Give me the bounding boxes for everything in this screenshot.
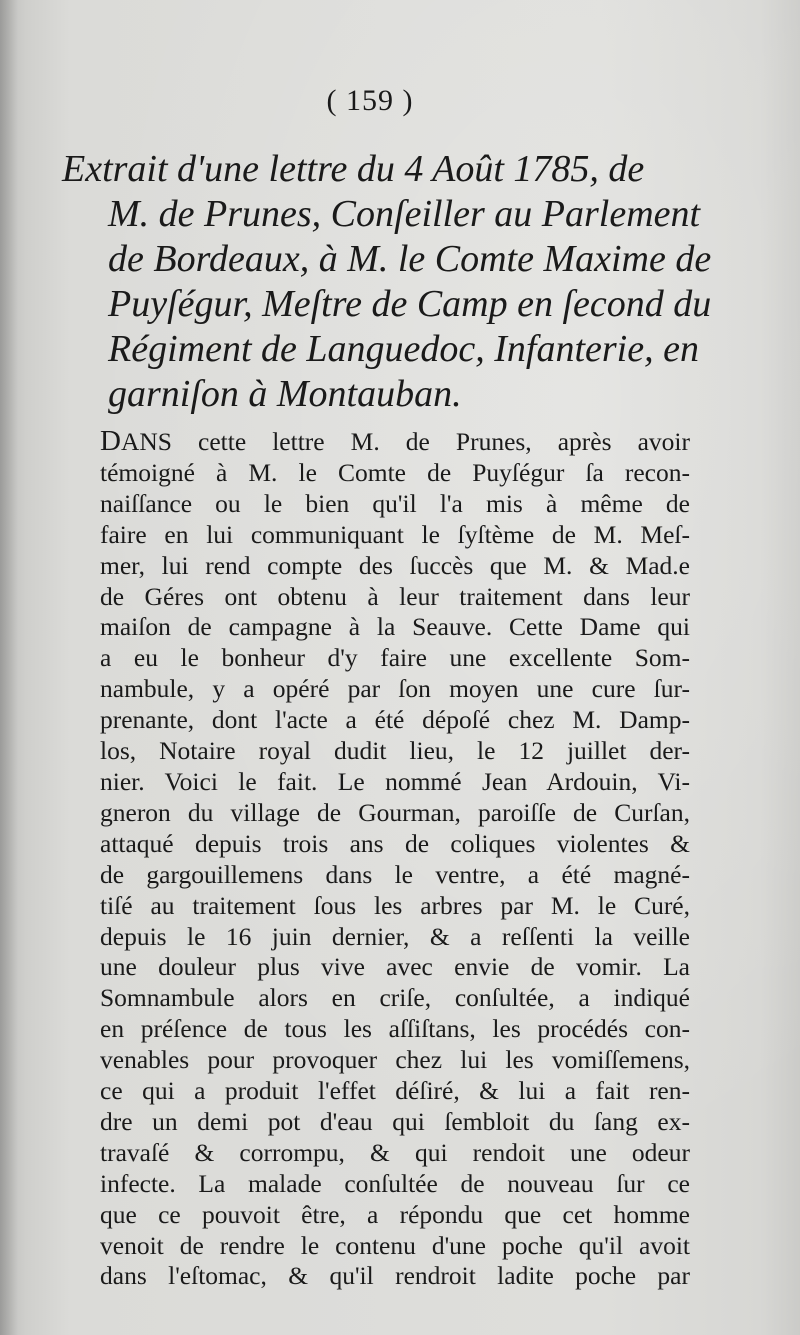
heading-line: de Bordeaux, à M. le Comte Maxime de [108, 238, 712, 280]
body-line: prenante, dont l'acte a été dépoſé chez M. Damp- [100, 705, 690, 735]
heading-line: Puyſégur, Meſtre de Camp en ſecond du [108, 283, 712, 325]
body-paragraph [100, 426, 690, 1292]
body-line: en préſence de tous les aſſiſtans, les procédés con- [100, 1014, 690, 1044]
body-line: gneron du village de Gourman, paroiſſe de Curſan, [100, 797, 690, 827]
body-line: de gargouillemens dans le ventre, a été magné- [100, 859, 690, 889]
body-line: infecte. La malade conſultée de nouveau ſur ce [100, 1168, 690, 1198]
body-line: que ce pouvoit être, a répondu que cet homme [100, 1199, 690, 1229]
heading-line: Extrait d'une lettre du 4 Août 1785, de [62, 148, 645, 190]
body-line: Somnambule alors en criſe, conſultée, a indiqué [100, 983, 690, 1013]
body-line: depuis le 16 juin dernier, & a reſſenti la veille [100, 921, 690, 951]
body-line: tiſé au traitement ſous les arbres par M. le Curé, [100, 890, 690, 920]
heading-line: Régiment de Languedoc, Infanterie, en [108, 328, 699, 370]
body-line: de Géres ont obtenu à leur traitement dans leur [100, 581, 690, 611]
body-line: nambule, y a opéré par ſon moyen une cure ſur- [100, 674, 690, 704]
body-line: mer, lui rend compte des ſuccès que M. & Mad.e [100, 550, 690, 580]
spine-shadow [0, 0, 18, 1335]
body-line: dre un demi pot d'eau qui ſembloit du ſang ex- [100, 1106, 690, 1136]
body-line: naiſſance ou le bien qu'il l'a mis à même de [100, 488, 690, 518]
body-line: los, Notaire royal dudit lieu, le 12 juillet der- [100, 736, 690, 766]
body-line: a eu le bonheur d'y faire une excellente Som- [100, 643, 690, 673]
body-line: faire en lui communiquant le ſyſtème de M. Meſ- [100, 519, 690, 549]
body-line: maiſon de campagne à la Seauve. Cette Dame qui [100, 612, 690, 642]
body-line: dans l'eſtomac, & qu'il rendroit ladite poche par [100, 1261, 690, 1291]
body-line: venables pour provoquer chez lui les vomiſſemens, [100, 1045, 690, 1075]
heading-line: M. de Prunes, Conſeiller au Parlement [108, 193, 701, 235]
body-line: DANS cette lettre M. de Prunes, après avoir [100, 425, 690, 457]
page-number: ( 159 ) [326, 84, 414, 117]
section-heading [62, 147, 712, 417]
body-line: travaſé & corrompu, & qui rendoit une odeur [100, 1137, 690, 1167]
heading-line: garniſon à Montauban. [108, 373, 462, 415]
body-line: ce qui a produit l'effet déſiré, & lui a fait ren- [100, 1076, 690, 1106]
body-line: une douleur plus vive avec envie de vomir. La [100, 952, 690, 982]
body-line: témoigné à M. le Comte de Puyſégur ſa recon- [100, 457, 690, 487]
body-line: attaqué depuis trois ans de coliques violentes & [100, 828, 690, 858]
body-line: venoit de rendre le contenu d'une poche qu'il avoit [100, 1230, 690, 1260]
body-line: nier. Voici le fait. Le nommé Jean Ardouin, Vi- [100, 766, 690, 796]
